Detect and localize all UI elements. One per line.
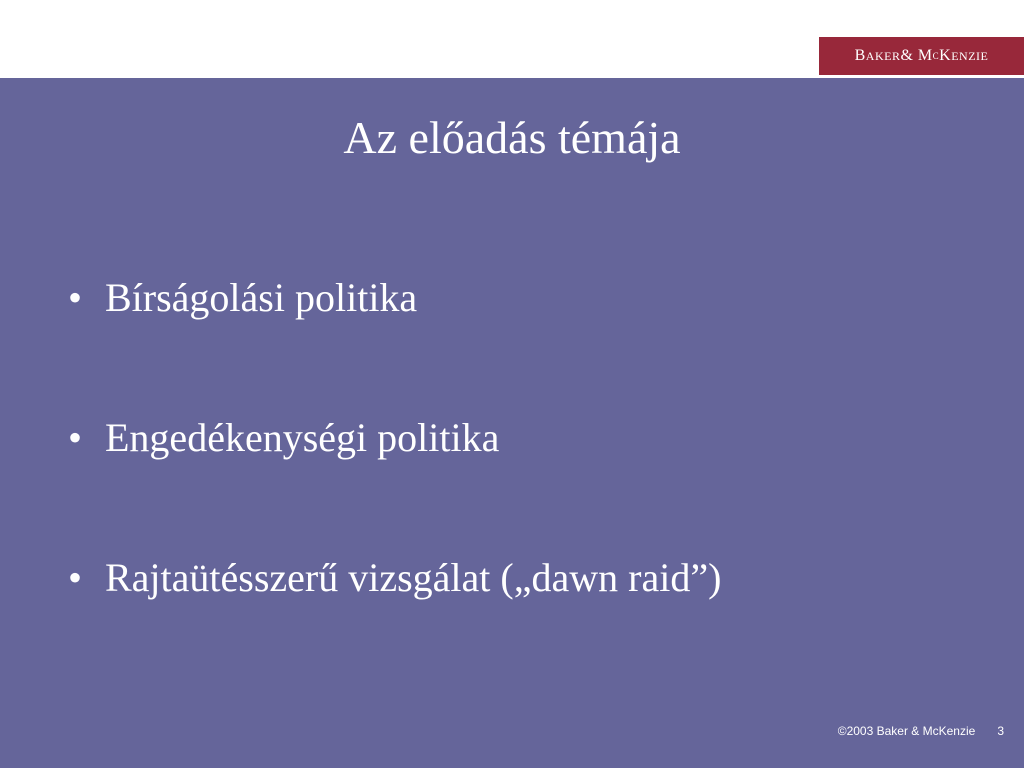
header-bar [0, 0, 1024, 76]
slide-title: Az előadás témája [343, 112, 681, 163]
bullet-list [68, 270, 721, 690]
copyright-text: ©2003 Baker & McKenzie [837, 724, 976, 738]
bullet-item [68, 550, 721, 606]
slide-footer [838, 724, 1004, 738]
bullet-item [68, 410, 721, 466]
bullet-dot: • [68, 275, 83, 320]
bullet-dot: • [68, 415, 83, 460]
logo-text-c: C [932, 51, 940, 61]
baker-mckenzie-logo [819, 37, 1024, 75]
bullet-dot: • [68, 555, 83, 600]
bullet-text: Bírságolási politika [105, 275, 418, 320]
bullet-text: Rajtaütésszerű vizsgálat („dawn raid”) [105, 555, 722, 600]
logo-text-aker: AKER [865, 48, 901, 63]
logo-text-amp-m: & M [900, 47, 933, 64]
page-number: 3 [997, 724, 1004, 738]
logo-text-k: K [939, 47, 952, 64]
logo-text-b: B [854, 47, 866, 64]
bullet-item [68, 270, 721, 326]
bullet-text: Engedékenységi politika [105, 415, 500, 460]
logo-text-enzie: ENZIE [951, 48, 989, 63]
